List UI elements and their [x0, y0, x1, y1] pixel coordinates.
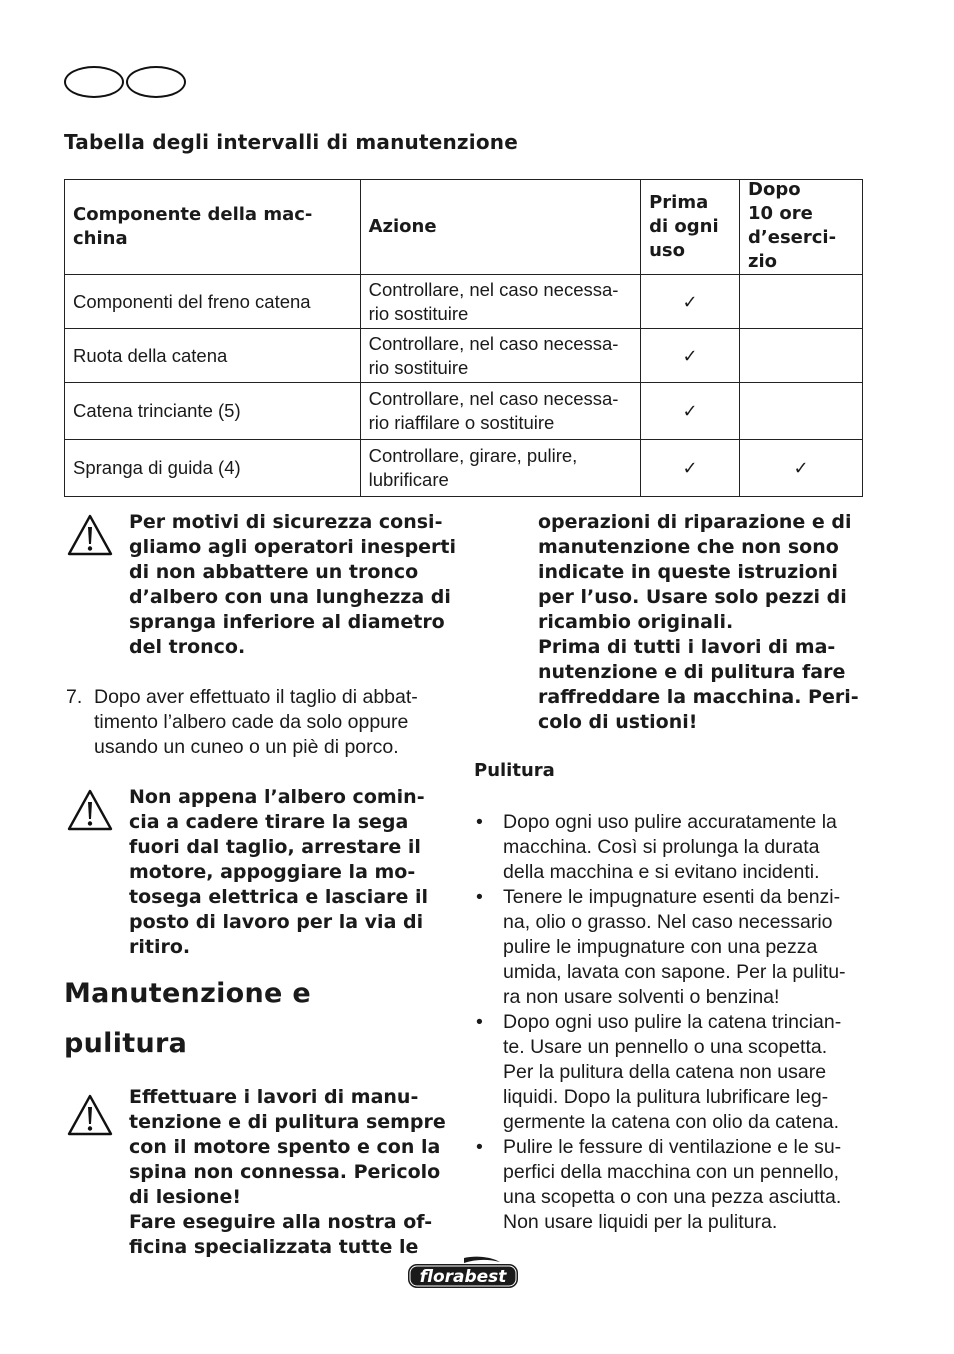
list-item: [474, 885, 864, 1010]
cleaning-list: [474, 810, 864, 1235]
checkmark-icon: ✓: [641, 383, 740, 440]
warning-text-inexperienced: Per motivi di sicurezza consi- gliamo agli operatori inesperti di non abbattere un tronco d’albero con una lunghezza di spranga inferiore al diametro del tronco.: [129, 511, 457, 658]
cell-action: Controllare, nel caso necessa- rio sostituire: [360, 275, 641, 329]
pulitura-heading: Pulitura: [474, 760, 555, 781]
section-title-line2: pulitura: [64, 1028, 188, 1059]
step-number: 7.: [66, 686, 83, 708]
warning-triangle-icon: [66, 788, 114, 832]
list-item: [474, 1010, 864, 1135]
language-badges: [64, 66, 188, 100]
column-header-component: Componente della mac- china: [65, 180, 361, 275]
cell-action: Controllare, nel caso necessa- rio sostituire: [360, 329, 641, 383]
column-header-after-10h: Dopo 10 ore d’eserci- zio: [740, 180, 863, 275]
section-title-line1: Manutenzione e: [64, 978, 311, 1009]
logo-text: florabest: [419, 1267, 507, 1287]
bullet: •: [476, 886, 483, 908]
cell-after-10h: [740, 383, 863, 440]
cell-after-10h: [740, 275, 863, 329]
florabest-logo: [406, 1256, 520, 1290]
language-badge-1: [64, 66, 124, 98]
list-item-text: Pulire le fessure di ventilazione e le su- perfici della macchina con un pennello, una scopetta o con una pezza asciutta. Non usare liquidi per la pulitura.: [503, 1136, 842, 1233]
list-item-text: Dopo ogni uso pulire accuratamente la macchina. Così si prolunga la durata della macchina e si evitano incidenti.: [503, 811, 837, 883]
cell-component: Componenti del freno catena: [65, 275, 361, 329]
bullet: •: [476, 1011, 483, 1033]
checkmark-icon: ✓: [641, 275, 740, 329]
checkmark-icon: ✓: [641, 329, 740, 383]
table-row: [65, 440, 863, 497]
table-row: [65, 275, 863, 329]
list-item: [474, 1135, 864, 1235]
table-row: [65, 383, 863, 440]
cell-action: Controllare, nel caso necessa- rio riaffilare o sostituire: [360, 383, 641, 440]
column-header-before-use: Prima di ogni uso: [641, 180, 740, 275]
step-7-text: Dopo aver effettuato il taglio di abbat- timento l’albero cade da solo oppure usando un cuneo o un piè di porco.: [94, 686, 418, 758]
list-item-text: Tenere le impugnature esenti da benzi- na, olio o grasso. Nel caso necessario pulire le impugnature con una pezza umida, lavata con sapone. Per la pulitu- ra non usare solventi o benzina!: [503, 886, 846, 1008]
language-badge-2: [126, 66, 186, 98]
checkmark-icon: ✓: [740, 440, 863, 497]
checkmark-icon: ✓: [641, 440, 740, 497]
warning-text-maintenance: Effettuare i lavori di manu- tenzione e di pulitura sempre con il motore spento e con la spina non connessa. Pericolo di lesione! Fare eseguire alla nostra of- ficina specializzata tutte le: [129, 1086, 446, 1258]
warning-text-tree-falling: Non appena l’albero comin- cia a cadere tirare la sega fuori dal taglio, arrestare il motore, appoggiare la mo- tosega elettrica e lasciare il posto di lavoro per la via di ritiro.: [129, 786, 429, 958]
bullet: •: [476, 1136, 483, 1158]
maintenance-table: [64, 179, 863, 497]
warning-triangle-icon: [66, 513, 114, 557]
cell-component: Catena trinciante (5): [65, 383, 361, 440]
bullet: •: [476, 811, 483, 833]
warning-triangle-icon: [66, 1093, 114, 1137]
column-header-action: Azione: [360, 180, 641, 275]
table-header-row: [65, 180, 863, 275]
warning-text-maintenance-continued: operazioni di riparazione e di manutenzione che non sono indicate in queste istruzioni per l’uso. Usare solo pezzi di ricambio originali. Prima di tutti i lavori di ma- nutenzione e di pulitura fare raffreddare la macchina. Peri- colo di ustioni!: [538, 511, 859, 733]
list-item: [474, 810, 864, 885]
cell-action: Controllare, girare, pulire, lubrificare: [360, 440, 641, 497]
cell-component: Spranga di guida (4): [65, 440, 361, 497]
table-title: Tabella degli intervalli di manutenzione: [64, 130, 518, 154]
table-row: [65, 329, 863, 383]
cell-after-10h: [740, 329, 863, 383]
list-item-text: Dopo ogni uso pulire la catena trincian- te. Usare un pennello o una scopetta. Per la pulitura della catena non usare liquidi. Dopo la pulitura lubrificare leg- germente la catena con olio da catena.: [503, 1011, 842, 1133]
cell-component: Ruota della catena: [65, 329, 361, 383]
